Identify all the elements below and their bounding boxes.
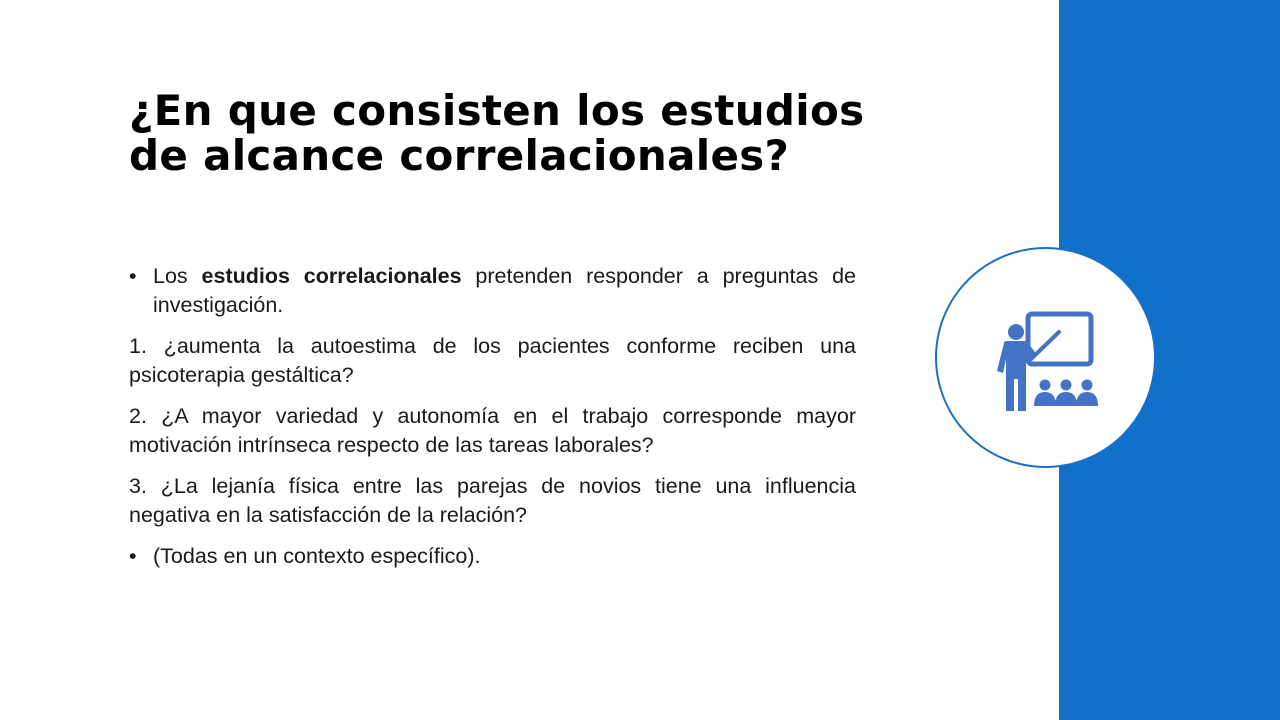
question-1: 1. ¿aumenta la autoestima de los pacientes conforme reciben una psicoterapia gestáltica? [129, 334, 856, 387]
presentation-teacher-icon [993, 311, 1105, 411]
bullet-dot: • [129, 264, 137, 288]
bullet-paragraph-context [129, 542, 856, 571]
intro-text-before: Los [153, 264, 202, 288]
intro-text-bold: estudios correlacionales [201, 264, 462, 288]
slide-body [129, 262, 856, 583]
slide-title: ¿En que consisten los estudios de alcance correlacionales? [129, 86, 865, 180]
intro-text-after: pretenden responder a preguntas de investigación. [153, 264, 857, 317]
icon-circle [935, 247, 1156, 468]
context-text: (Todas en un contexto específico). [153, 544, 481, 568]
question-3: 3. ¿La lejanía física entre las parejas de novios tiene una influencia negativa en la satisfacción de la relación? [129, 474, 856, 527]
bullet-dot: • [129, 544, 137, 568]
question-2: 2. ¿A mayor variedad y autonomía en el trabajo corresponde mayor motivación intrínseca respecto de las tareas laborales? [129, 404, 856, 457]
bullet-paragraph-intro [129, 262, 856, 320]
